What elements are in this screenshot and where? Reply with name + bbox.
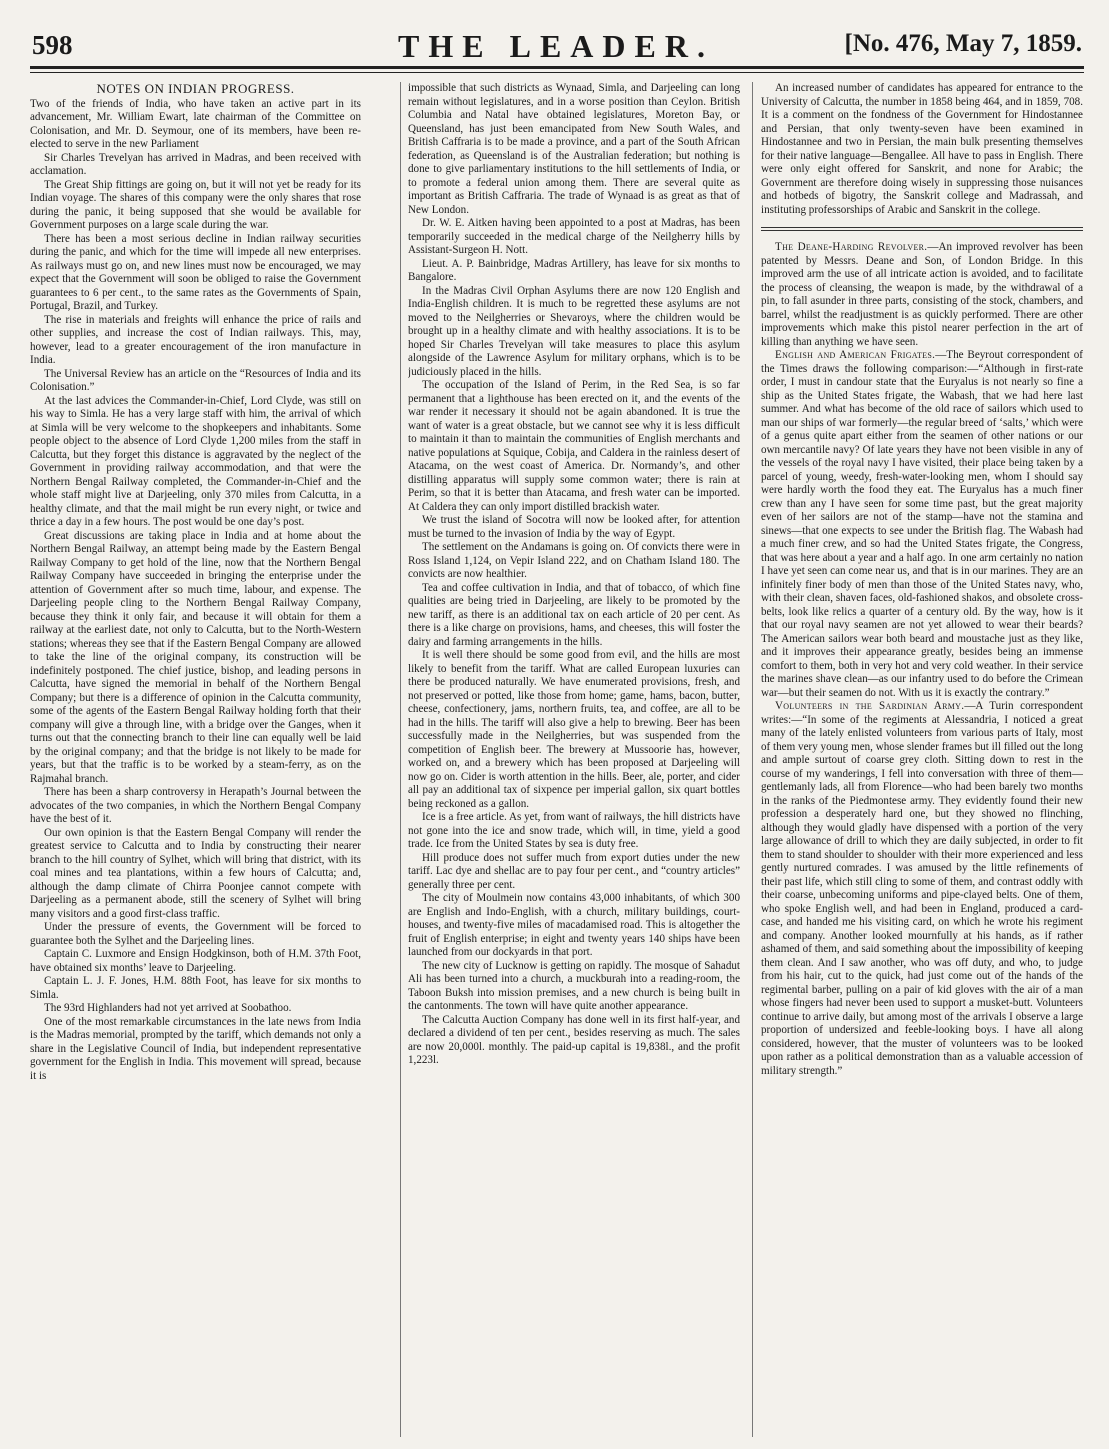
paragraph: We trust the island of Socotra will now be looked after, for attention must be turned to the invasion of India by the way of Egypt. xyxy=(408,514,740,540)
paragraph: Tea and coffee cultivation in India, and that of tobacco, of which fine qualities are being tried in Darjeeling, are likely to be promoted by the new tariff, as there is an additional tax on each article of 20 per cent. As there is a like charge on provisions, hams, and cheeses, this will foster the dairy and farming arrangements in the hills. xyxy=(408,581,740,648)
issue-date: [No. 476, May 7, 1859. xyxy=(844,30,1082,57)
header-rule xyxy=(30,66,1084,69)
paragraph: Two of the friends of India, who have taken an active part in its advancement, Mr. William Ewart, late chairman of the Committee on Colonisation, and Mr. D. Seymour, one of its members, have been re-elected to serve in the new Parliament xyxy=(30,97,361,150)
paragraph: Sir Charles Trevelyan has arrived in Madras, and been received with acclamation. xyxy=(30,151,361,177)
paragraph: The settlement on the Andamans is going on. Of convicts there were in Ross Island 1,124, on Vepir Island 222, and on Chatham Island 180. The convicts are now healthier. xyxy=(408,541,740,580)
article-body: —A Turin correspondent writes:—“In some of the regiments at Alessandria, I noticed a great many of the lately enlisted volunteers from various parts of Italy, most of them very young men, whose slender frames but ill filled out the long and ample surtout of coarse grey cloth. Sitting down to rest in the course of my wanderings, I fell into conversation with three of them—gentlemanly lads, all from Florence—who had been barely two months in the ranks of the Piedmontese army. They evidently found their new profession a desperately hard one, but they showed no flinching, although they would gladly have dispensed with a portion of the very large allowance of drill to which they are daily subjected, in order to fit them to stand shoulder to shoulder with their more experienced and less gently nurtured comrades. I was amused by the little refinements of their past life, which still cling to some of them, and contrast oddly with their coarse, unbecoming uniforms and pipe-clayed belts. One of them, who spoke English well, and had been in England, produced a card-case, and handed me his visiting card, on which he wrote his regiment and company. Another looked mournfully at his hands, as if rather ashamed of them, and said something about the impossibility of keeping them clean. And I saw another, who was off duty, and who, to judge from his hair, cut to the quick, had just come out of the hands of the regimental barber, pulling on a pair of kid gloves with the air of a man whose fingers had never been used to support a musket-butt. Volunteers continue to arrive daily, but among most of the arrivals I observe a large proportion of undersized and feeble-looking boys. I have all along considered, however, that the muster of volunteers was to be looked upon rather as a political demonstration than as a valuable accession of military strength.” xyxy=(761,700,1083,1077)
paragraph: Captain C. Luxmore and Ensign Hodgkinson, both of H.M. 37th Foot, have obtained six months’ leave to Darjeeling. xyxy=(30,948,361,974)
article-deane-harding-revolver xyxy=(761,241,1083,349)
paragraph: Hill produce does not suffer much from export duties under the new tariff. Lac dye and shellac are to pay four per cent., and “country articles” generally three per cent. xyxy=(408,851,740,891)
section-divider xyxy=(761,227,1083,231)
paragraph: The city of Moulmein now contains 43,000 inhabitants, of which 300 are English and Indo-English, with a church, military buildings, court-houses, and twenty-five miles of macadamised road. This is altogether the fruit of English enterprise; in eight and twenty years 140 ships have been launched from our dockyards in that port. xyxy=(408,892,740,958)
paragraph: There has been a most serious decline in Indian railway securities during the panic, and which for the time will impede all new enterprises. As railways must go on, and new lines must now be encouraged, we may expect that the Government will soon be obliged to raise the Government guarantees to 6 per cent., to the same rates as the Governments of Spain, Portugal, Brazil, and Turkey. xyxy=(30,232,361,312)
paragraph: Ice is a free article. As yet, from want of railways, the hill districts have not gone into the ice and snow trade, which will, in time, yield a good trade. Ice from the United States by sea is duty free. xyxy=(408,811,740,850)
paragraph: impossible that such districts as Wynaad, Simla, and Darjeeling can long remain without legislatures, and in a worse position than Ceylon. British Columbia and Natal have obtained legislatures, Moreton Bay, or Queensland, has just been emancipated from New South Wales, and British Caffraria is to be made a province, and a part of the South African federation, as Queensland is of the Australian federation; but nothing is done to give parliamentary institutions to the hill settlements of India, or to promote a federal union among them. There are several quite as important as British Caffraria. The trade of Wynaad is as great as that of New London. xyxy=(408,82,740,216)
paragraph: The Calcutta Auction Company has done well in its first half-year, and declared a dividend of ten per cent., besides reserving as much. The sales are now 20,000l. monthly. The paid-up capital is 19,838l., and the profit 1,223l. xyxy=(408,1013,740,1066)
paragraph: The new city of Lucknow is getting on rapidly. The mosque of Sahadut Ali has been turned into a church, a muckburah into a reading-room, the Taboon Buksh into mission premises, and a new church is being built in the cantonments. The town will have quite another appearance. xyxy=(408,959,740,1012)
paragraph: Lieut. A. P. Bainbridge, Madras Artillery, has leave for six months to Bangalore. xyxy=(408,257,740,283)
paragraph: It is well there should be some good from evil, and the hills are most likely to benefit from the tariff. What are called European luxuries can there be produced naturally. We have enumerated provisions, fresh, and not preserved or potted, like those from home; game, hams, bacon, butter, cheese, confectionery, jams, northern fruits, tea, and coffee, are all to be had in the hills. The tariff will also give a help to brewing. Beer has been successfully made in the Neilgherries, but was suspended from the competition of English beer. The brewery at Mussoorie has, however, worked on, and a brewery which has been proposed at Darjeeling will now go on. Cider is worth attention in the hills. Beer, ale, porter, and cider all pay an additional tax of sixpence per imperial gallon, six quart bottles being reckoned as a gallon. xyxy=(408,649,740,810)
paragraph: There has been a sharp controversy in Herapath’s Journal between the advocates of the two companies, in which the Northern Bengal Company have the best of it. xyxy=(30,786,361,825)
paragraph: In the Madras Civil Orphan Asylums there are now 120 English and India-English children. It is much to be regretted these asylums are not moved to the Neilgherries or Shevaroys, where the children would be brought up in a healthy climate and with healthy associations. It is to be hoped Sir Charles Trevelyan will take measures to place this asylum alongside of the Lawrence Asylum for military orphans, which is to be judiciously placed in the hills. xyxy=(408,284,740,378)
paragraph: Great discussions are taking place in India and at home about the Northern Bengal Railway, an attempt being made by the Eastern Bengal Railway Company to get hold of the line, now that the Northern Bengal Railway Company have succeeded in bringing the enterprise under the attention of Government after so much time, labour, and expense. The Darjeeling people cling to the Northern Bengal Railway Company, because they think it only fair, and because it will obtain for them a railway at the earliest date, not only to Calcutta, but to the North-Western stations; whereas they see that if the Eastern Bengal Company are allowed to take the line of the original company, its construction will be indefinitely postponed. The chief justice, bishop, and leading persons in Calcutta, have signed the memorial in behalf of the Northern Bengal Company; but there is a difference of opinion in the Calcutta community, some of the agents of the Eastern Bengal Railway holding forth that their company will give a through line, with a bridge over the Ganges, when it turns out that the connecting branch to their line can equally well be laid by the original company; and that the bridge is not likely to be made for years, but that the traffic is to be worked by a steam-ferry, as on the Rajmahal branch. xyxy=(30,529,361,785)
paragraph: Dr. W. E. Aitken having been appointed to a post at Madras, has been temporarily succeeded in the medical charge of the Neilgherry hills by Assistant-Surgeon H. Nott. xyxy=(408,217,740,256)
article-english-american-frigates xyxy=(761,349,1083,700)
article-heading: The Deane-Harding Revolver. xyxy=(775,241,928,253)
paragraph: Our own opinion is that the Eastern Bengal Company will render the greatest service to Calcutta and to India by constructing their nearer branch to the hill country of Sylhet, which will bring that district, with its coal mines and tea plantations, within a few hours of Calcutta; and, although the damp climate of Chirra Poonjee cannot compete with Darjeeling as a permanent abode, still the scenery of Sylhet will bring many visitors and a good first-class traffic. xyxy=(30,826,361,920)
newspaper-title: THE LEADER. xyxy=(398,28,714,64)
article-heading: English and American Frigates. xyxy=(775,349,936,361)
paragraph: The Universal Review has an article on the “Resources of India and its Colonisation.” xyxy=(30,367,361,393)
paragraph: The Great Ship fittings are going on, but it will not yet be ready for its Indian voyage. The shares of this company were the only shares that rose during the panic, it being supposed that she would be available for Government purposes on a large scale during the war. xyxy=(30,178,361,231)
section-heading: NOTES ON INDIAN PROGRESS. xyxy=(96,82,295,96)
paragraph: At the last advices the Commander-in-Chief, Lord Clyde, was still on his way to Simla. He has a very large staff with him, the arrival of which at Simla will be very welcome to the shopkeepers and inhabitants. Some people object to the absence of Lord Clyde 1,200 miles from the staff in Calcutta, but they forget this distance is aggravated by the neglect of the Government in providing railway accommodation, and that were the Northern Bengal Railway completed, the Commander-in-Chief and the whole staff might live at Darjeeling, only 370 miles from Calcutta, in a healthy climate, and that the mail might be run every night, or twice and thrice a day in a few hours. The post would be one day’s post. xyxy=(30,394,361,528)
paragraph: The 93rd Highlanders had not yet arrived at Soobathoo. xyxy=(44,1002,292,1014)
paragraph: Under the pressure of events, the Government will be forced to guarantee both the Sylhet and the Darjeeling lines. xyxy=(30,921,361,947)
paragraph: The rise in materials and freights will enhance the price of rails and other supplies, and increase the cost of Indian railways. This, may, however, lead to a greater encouragement of the iron manufacture in India. xyxy=(30,313,361,366)
column-divider xyxy=(400,82,401,1437)
article-body: —An improved revolver has been patented by Messrs. Deane and Son, of London Bridge. In this improved arm the use of all intricate action is avoided, and to facilitate the process of cleansing, the weapon is made, by the withdrawal of a pin, to fall asunder in three parts, consisting of the stock, chambers, and barrel, whilst the readjustment is as quickly performed. There are other improvements which make this pistol nearer perfection in the art of killing than anything we have seen. xyxy=(761,241,1083,348)
article-body: —The Beyrout correspondent of the Times draws the following comparison:—“Although in first-rate order, I must in candour state that the Euryalus is not nearly so fine a ship as the United States frigate, the Wabash, that we had here last summer. And what has become of the old race of sailors which used to man our ships of war formerly—the regular breed of ‘salts,’ which were of a genus quite apart either from the seamen of other nations or our own mercantile navy? Of late years they have not been visible in any of the vessels of the royal navy I have visited, their place being taken by a parcel of young, weedy, fresh-water-looking men, whom I should say were hardly worth the food they eat. The Euryalus has a much finer crew than any I have seen for some time past, but the great majority even of her sailors are not of the stamp—have not the stamina and sinews—that one expects to see under the British flag. The Wabash had a much finer crew, and so had the United States frigate, the Congress, that was here about a year and a half ago. In one arm certainly no nation I have yet seen can come near us, and that is in our marines. They are an infinitely finer body of men than those of the United States navy, who, with their clean, shaven faces, old-fashioned shakos, and obsolete cross-belts, look like relics a quarter of a century old. By the way, how is it that our royal navy seamen are not yet allowed to wear their beards? The American sailors wear both beard and moustache just as they like, and it improves their appearance greatly, besides being an immense comfort to them, both in very hot and very cold weather. In their service the marines shave clean—as our infantry used to do before the Crimean war—but their seamen do not. With us it is exactly the contrary.” xyxy=(761,349,1083,699)
column-2 xyxy=(408,82,740,1437)
paragraph: Captain L. J. F. Jones, H.M. 88th Foot, has leave for six months to Simla. xyxy=(30,975,361,1001)
page-number: 598 xyxy=(32,30,73,60)
article-volunteers-sardinian-army xyxy=(761,700,1083,1078)
column-3 xyxy=(761,82,1083,1437)
header-rule-thin xyxy=(30,72,1084,73)
paragraph: The occupation of the Island of Perim, in the Red Sea, is so far permanent that a lighthouse has been erected on it, and the events of the war render it necessary it should not be again abandoned. It is true the want of water is a great obstacle, but we cannot see why it is less difficult to maintain it than to maintain the communities of English merchants and native populations at Squique, Cobija, and Caldera in the rainless desert of Atacama, on the west coast of America. Dr. Normandy’s, and other distilling apparatus will supply some common water; there is rain at Perim, so that it is better than Atacama, and fresh water can be imported. At Caldera they can only import distilled brackish water. xyxy=(408,379,740,513)
column-1 xyxy=(30,82,361,1437)
article-heading: Volunteers in the Sardinian Army. xyxy=(775,700,965,712)
masthead xyxy=(30,10,1082,68)
paragraph: An increased number of candidates has appeared for entrance to the University of Calcutta, the number in 1858 being 464, and in 1859, 708. It is a comment on the fondness of the Government for Hindostannee and Persian, that only twenty-seven have been examined in Hindostannee and two in Persian, the main bulk presenting themselves for their native language—Bengallee. All have to pass in English. There were only eight offered for Sanskrit, and none for Arabic; the Government are therefore doing wisely in suppressing those nuisances and hotbeds of bigotry, the Sanskrit college and Madrassah, and instituting professorships of Arabic and Sanskrit in the college. xyxy=(761,82,1083,216)
paragraph: One of the most remarkable circumstances in the late news from India is the Madras memorial, prompted by the tariff, which demands not only a share in the Legislative Council of India, but independent representative government for the English in India. This movement will spread, because it is xyxy=(30,1015,361,1082)
column-divider xyxy=(752,82,753,1437)
